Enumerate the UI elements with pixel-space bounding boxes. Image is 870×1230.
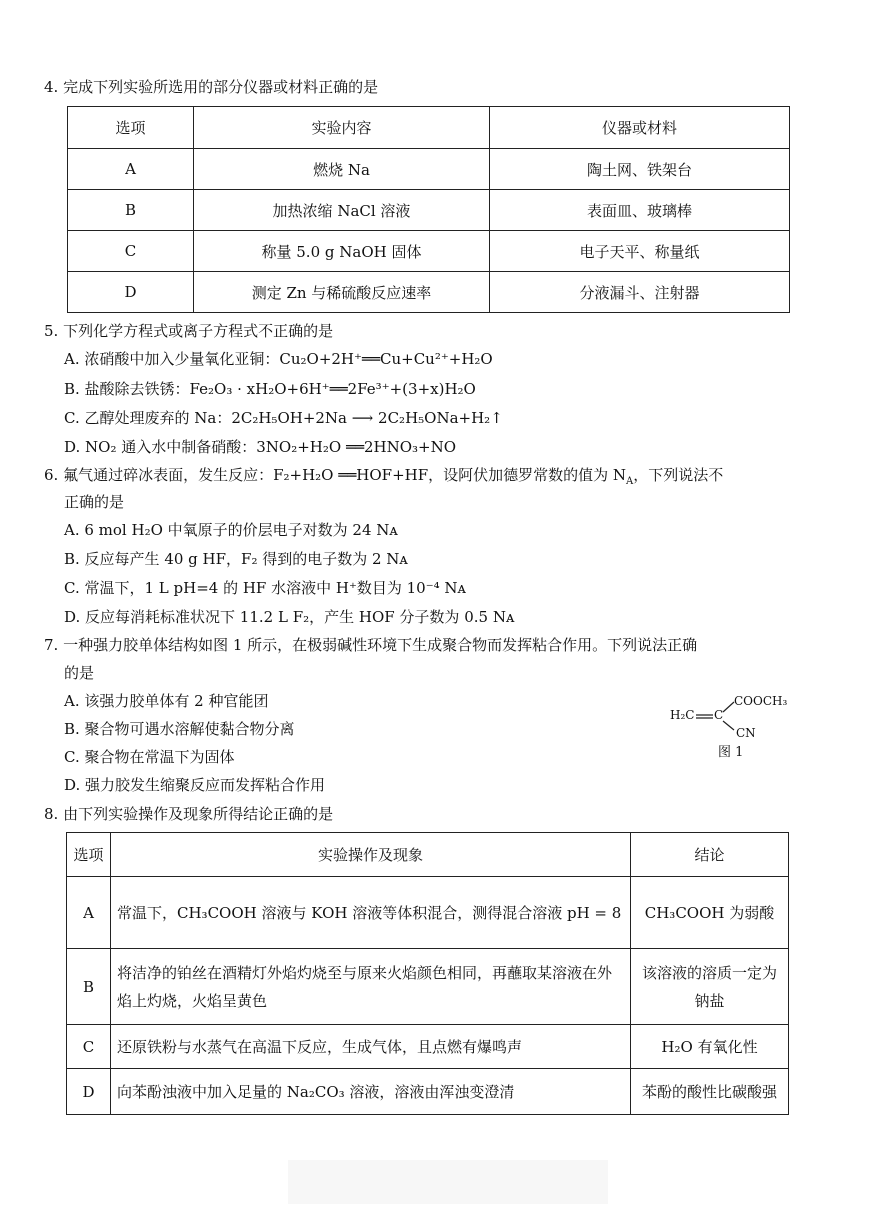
- q8-header-conclusion: 结论: [631, 833, 789, 877]
- q4-cell: 陶土网、铁架台: [490, 149, 790, 190]
- q4-cell: A: [68, 149, 194, 190]
- table-row: [68, 231, 790, 272]
- q5-option-b: B. 盐酸除去铁锈：Fe₂O₃ · xH₂O+6H⁺══2Fe³⁺+(3+x)H₂O: [64, 380, 476, 398]
- table-row: [67, 1069, 789, 1115]
- q4-cell: 加热浓缩 NaCl 溶液: [194, 190, 490, 231]
- q7-option-a: A. 该强力胶单体有 2 种官能团: [64, 692, 269, 710]
- footer-blank-bar: [288, 1160, 608, 1204]
- q6-option-b: B. 反应每产生 40 g HF，F₂ 得到的电子数为 2 Nᴀ: [64, 550, 408, 568]
- q4-cell: 电子天平、称量纸: [490, 231, 790, 272]
- q4-cell: 燃烧 Na: [194, 149, 490, 190]
- q8-cell: 还原铁粉与水蒸气在高温下反应，生成气体，且点燃有爆鸣声: [111, 1025, 631, 1069]
- q4-header-option: 选项: [68, 107, 194, 149]
- figure-1-caption: 图 1: [718, 745, 744, 760]
- q4-stem: 4. 完成下列实验所选用的部分仪器或材料正确的是: [44, 78, 379, 96]
- q8-cell: A: [67, 877, 111, 949]
- q4-cell: 分液漏斗、注射器: [490, 272, 790, 313]
- table-row: [68, 272, 790, 313]
- q8-header-option: 选项: [67, 833, 111, 877]
- q5-option-c: C. 乙醇处理废弃的 Na：2C₂H₅OH+2Na ⟶ 2C₂H₅ONa+H₂↑: [64, 409, 503, 427]
- q8-cell: D: [67, 1069, 111, 1115]
- q8-cell: 将洁净的铂丝在酒精灯外焰灼烧至与原来火焰颜色相同，再蘸取某溶液在外焰上灼烧，火焰呈黄色: [111, 949, 631, 1025]
- structure-center-atom: C: [714, 708, 724, 722]
- q4-header-content: 实验内容: [194, 107, 490, 149]
- q7-option-c: C. 聚合物在常温下为固体: [64, 748, 235, 766]
- q6-option-a: A. 6 mol H₂O 中氧原子的价层电子对数为 24 Nᴀ: [64, 521, 398, 539]
- q8-table: [66, 832, 789, 1115]
- q8-header-operation: 实验操作及现象: [111, 833, 631, 877]
- q8-cell: 该溶液的溶质一定为钠盐: [631, 949, 789, 1025]
- q6-option-d: D. 反应每消耗标准状况下 11.2 L F₂，产生 HOF 分子数为 0.5 Nᴀ: [64, 608, 515, 626]
- table-row: [67, 877, 789, 949]
- q8-cell: C: [67, 1025, 111, 1069]
- q5-option-d: D. NO₂ 通入水中制备硝酸：3NO₂+H₂O ══2HNO₃+NO: [64, 438, 457, 456]
- q8-cell: H₂O 有氧化性: [631, 1025, 789, 1069]
- q5-option-a: A. 浓硝酸中加入少量氧化亚铜：Cu₂O+2H⁺══Cu+Cu²⁺+H₂O: [64, 350, 493, 368]
- q7-stem-line2: 的是: [64, 664, 95, 682]
- q4-cell: 测定 Zn 与稀硫酸反应速率: [194, 272, 490, 313]
- q4-table: [67, 106, 790, 313]
- q5-stem: 5. 下列化学方程式或离子方程式不正确的是: [44, 322, 334, 340]
- q8-cell: B: [67, 949, 111, 1025]
- q6-stem-line1: [44, 464, 723, 493]
- q4-cell: 表面皿、玻璃棒: [490, 190, 790, 231]
- q8-cell: 苯酚的酸性比碳酸强: [631, 1069, 789, 1115]
- structure-bottom-group: CN: [736, 726, 756, 740]
- q7-option-d: D. 强力胶发生缩聚反应而发挥粘合作用: [64, 776, 326, 794]
- table-row: [68, 149, 790, 190]
- table-row: [68, 190, 790, 231]
- q6-stem-tail: ，下列说法不: [633, 466, 724, 484]
- q6-option-c: C. 常温下，1 L pH=4 的 HF 水溶液中 H⁺数目为 10⁻⁴ Nᴀ: [64, 579, 467, 597]
- q7-option-b: B. 聚合物可遇水溶解使黏合物分离: [64, 720, 295, 738]
- q8-cell: CH₃COOH 为弱酸: [631, 877, 789, 949]
- q8-cell: 常温下，CH₃COOH 溶液与 KOH 溶液等体积混合，测得混合溶液 pH = 8: [111, 877, 631, 949]
- table-row: [67, 1025, 789, 1069]
- q4-cell: B: [68, 190, 194, 231]
- q8-stem: 8. 由下列实验操作及现象所得结论正确的是: [44, 805, 334, 823]
- table-row: [67, 949, 789, 1025]
- q7-stem-line1: 7. 一种强力胶单体结构如图 1 所示，在极弱碱性环境下生成聚合物而发挥粘合作用。下列说法正确: [44, 636, 698, 654]
- q4-header-materials: 仪器或材料: [490, 107, 790, 149]
- q4-cell: D: [68, 272, 194, 313]
- structure-top-group: COOCH₃: [734, 694, 788, 708]
- q4-cell: C: [68, 231, 194, 272]
- q8-cell: 向苯酚浊液中加入足量的 Na₂CO₃ 溶液，溶液由浑浊变澄清: [111, 1069, 631, 1115]
- q6-stem-line2: 正确的是: [64, 493, 125, 511]
- q6-stem-text: 6. 氟气通过碎冰表面，发生反应：F₂+H₂O ══HOF+HF，设阿伏加德罗常数的值为 N: [44, 466, 627, 484]
- q6-stem-subscript: A: [626, 476, 634, 487]
- q4-cell: 称量 5.0 g NaOH 固体: [194, 231, 490, 272]
- structure-left-group: H₂C: [670, 708, 695, 722]
